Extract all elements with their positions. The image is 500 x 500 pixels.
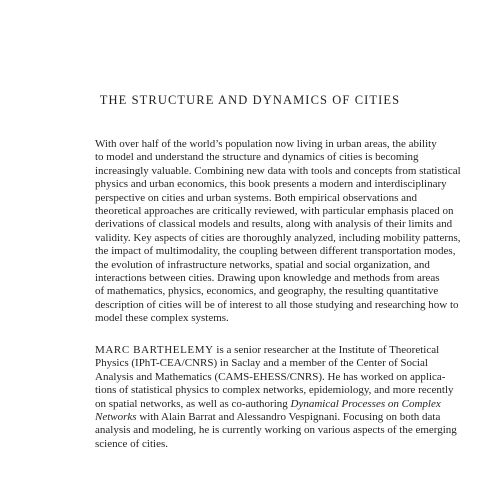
bio-line: analysis and modeling, he is currently working on various aspects of the emerging — [95, 424, 457, 437]
description-line: the evolution of infrastructure networks, spatial and social organization, and — [95, 258, 430, 271]
description-line: perspective on cities and urban systems. Both empirical observations and — [95, 191, 417, 204]
description-line: physics and urban economics, this book presents a modern and interdisciplinary — [95, 178, 447, 191]
description-line: of mathematics, physics, economics, and geography, the resulting quantitative — [95, 285, 439, 298]
description-line: With over half of the world’s population now living in urban areas, the ability — [95, 138, 437, 150]
description-line: to model and understand the structure and dynamics of cities is becoming — [95, 151, 419, 164]
description-line: increasingly valuable. Combining new data with tools and concepts from statistical — [95, 164, 461, 177]
author-bio — [95, 344, 457, 451]
description-line: validity. Key aspects of cities are thoroughly analyzed, including mobility patterns, — [95, 231, 461, 244]
book-reference: Networks — [95, 411, 137, 424]
description-line: theoretical approaches are critically reviewed, with particular emphasis placed on — [95, 205, 454, 218]
bio-line: Analysis and Mathematics (CAMS-EHESS/CNRS). He has worked on applica- — [95, 370, 446, 383]
description-line: model these complex systems. — [95, 312, 229, 325]
book-reference: Dynamical Processes on Complex — [290, 397, 441, 410]
bio-line — [95, 344, 440, 357]
bio-line: Physics (IPhT-CEA/CNRS) in Saclay and a member of the Center of Social — [95, 357, 428, 370]
book-title: THE STRUCTURE AND DYNAMICS OF CITIES — [99, 93, 401, 107]
description-line: the impact of multimodality, the coupling between different transportation modes, — [95, 245, 456, 258]
bio-text: is a senior researcher at the Institute of Theoretical — [213, 344, 440, 356]
bio-line — [95, 397, 441, 411]
author-name: MARC BARTHELEMY — [95, 344, 214, 356]
description-line: description of cities will be of interest to all those studying and researching how to — [95, 298, 459, 311]
bio-text: with Alain Barrat and Alessandro Vespignani. Focusing on both data — [136, 411, 441, 424]
bio-line: science of cities. — [95, 437, 168, 450]
description-line: derivations of classical models and results, along with analysis of their limits and — [95, 218, 453, 231]
bio-line — [95, 411, 441, 424]
bio-text: on spatial networks, as well as co-authoring — [95, 397, 291, 410]
bio-line: tions of statistical physics to complex networks, epidemiology, and more recently — [95, 384, 454, 397]
description-line: interactions between cities. Drawing upon knowledge and methods from areas — [95, 272, 440, 285]
book-description — [95, 138, 461, 326]
